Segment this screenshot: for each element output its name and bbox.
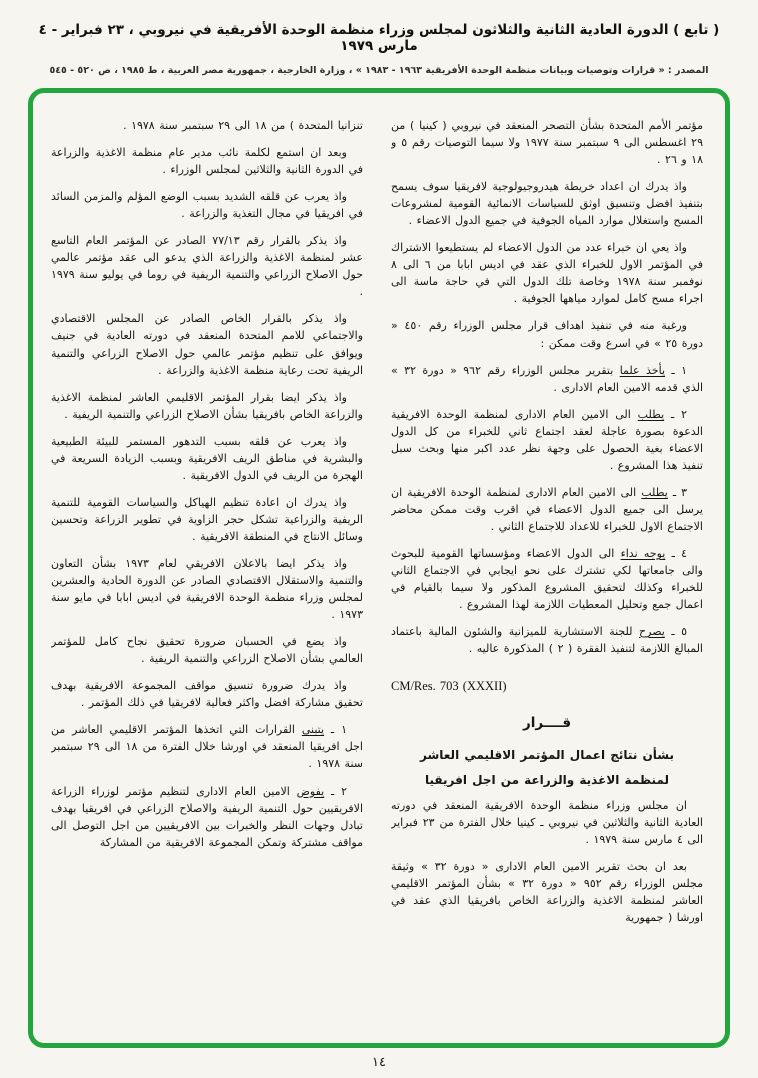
paragraph: ٤ ـ يوجه نداء الى الدول الاعضاء ومؤسساتها القومية للبحوث والى جامعاتها لكي تشترك على نحو ايجابي في الاجتماع الثاني للخبراء وكذلك لتحقيق المشروع المذكور ولا سيما بالقيام في اعمال جمع وتحليل المعطيات اللازمة لهذا المشروع . [391, 546, 703, 612]
page-number: ١٤ [372, 1055, 386, 1070]
resolution-heading: قــــرار [522, 714, 572, 731]
paragraph: واذ يعي ان خبراء عدد من الدول الاعضاء لم يستطيعوا الاشتراك في المؤتمر الاول للخبراء الذي عقد في اديس ابابا من ٦ الى ٨ نوفمبر سنة ١٩٧٨ وخاصة تلك الدول التي في حاجة ماسة الى اجراء مسح كامل لموارد مياهها الجوفية . [391, 241, 703, 306]
paragraph-continuation: تنزانيا المتحدة ) من ١٨ الى ٢٩ سبتمبر سنة ١٩٧٨ . [123, 119, 363, 132]
paragraph: واذ يعرب عن قلقه بسبب التدهور المستمر للبيئة الطبيعية والبشرية في مناطق الريف الافريقية وبسبب الزيادة السريعة في الهجرة من الريف في الدول الافريقية . [51, 434, 363, 482]
paragraph: واذ يذكر ايضا بقرار المؤتمر الاقليمي العاشر لمنظمة الاغذية والزراعة الخاص بافريقيا بشأن الاصلاح الزراعي والتنمية الريفية . [51, 390, 363, 421]
column-right [391, 117, 703, 1031]
paragraph: ٢ ـ يطلب الى الامين العام الادارى لمنظمة الوحدة الافريقية الدعوة بصورة عاجلة لعقد اجتماع ثاني للخبراء من كل الدول الاعضاء بغية الحصول على وجهة نظر عدد اكبر منها وبحث سبل تنفيذ هذا المشروع . [391, 407, 703, 472]
paragraph: ان مجلس وزراء منظمة الوحدة الافريقية المنعقد في دورته العادية الثانية والثلاثين في نيروبي ـ كينيا خلال الفترة من ٢٣ فبراير الى ٤ مارس سنة ١٩٧٩ . [391, 798, 703, 846]
column-left [51, 117, 363, 1031]
underlined-term: يوجه نداء [620, 546, 666, 560]
paragraph: واذ يذكر ايضا بالاعلان الافريقي لعام ١٩٧٣ بشأن التعاون والتنمية والاستقلال الاقتصادي الصادر عن الدورة الحادية والعشرين لمجلس وزراء منظمة الوحدة الافريقية في اديس ابابا في مايو سنة ١٩٧٣ . [51, 556, 363, 622]
paragraph-continuation: مؤتمر الأمم المتحدة بشأن التصحر المنعقد في نيروبي ( كينيا ) من ٢٩ اغسطس الى ٩ سبتمبر سنة ١٩٧٧ ولا سيما التوصيات رقم ٥ و ١٨ و ٢٦ . [391, 119, 703, 167]
paragraph: بعد ان بحث تقرير الامين العام الادارى « دورة ٣٢ » وثيقة مجلس الوزراء رقم ٩٥٢ « دورة ٣٢ » بشأن المؤتمر الاقليمي العاشر لمنظمة الاغذية والزراعة الخاص بافريقيا الذي عقد في اورشا ( جمهورية [391, 859, 703, 925]
underlined-term: يأخذ علما [619, 363, 666, 377]
page-header [0, 0, 758, 76]
underlined-term: يصرح [639, 625, 665, 639]
paragraph: وبعد ان استمع لكلمة نائب مدير عام منظمة الاغذية والزراعة في الدورة الثانية والثلاثين لمجلس الوزراء . [51, 146, 363, 177]
paragraph: واذ يدرك ان اعداد خريطة هيدروجيولوجية لافريقيا سوف يسمح بتنفيذ افضل وتنسيق اوثق للسياسات الانمائية القومية لمشروعات المسح واستغلال موارد المياه الجوفية في جميع الدول الاعضاء . [391, 180, 703, 228]
paragraph: واذ يضع في الحسبان ضرورة تحقيق نجاح كامل للمؤتمر العالمي بشأن الاصلاح الزراعي والتنمية الريفية . [51, 635, 363, 666]
underlined-term: يفوض [296, 784, 325, 798]
underlined-term: يطلب [641, 485, 668, 499]
paragraph: ١ ـ يتبنى القرارات التي اتخذها المؤتمر الاقليمي العاشر من اجل افريقيا المنعقد في اورشا خلال الفترة من ١٨ الى ٢٩ سبتمبر سنة ١٩٧٨ . [51, 723, 363, 771]
paragraph: ٢ ـ يفوض الامين العام الادارى لتنظيم مؤتمر لوزراء الزراعة الافريقيين حول التنمية الريفية والاصلاح الزراعي في افريقيا بهدف تبادل وجهات النظر والخبرات بين الافريقيين من اجل التوصل الى مواقف مشتركة وتمكن المجموعة الافريقية من المشاركة [51, 784, 363, 849]
underlined-term: يتبنى [301, 723, 325, 737]
paragraph: واذ يذكر بالقرار رقم ٧٧/١٣ الصادر عن المؤتمر العام التاسع عشر لمنظمة الاغذية والزراعة الذي يدعو الى عقد مؤتمر عالمي حول الاصلاح الزراعي والتنمية الريفية في روما في يوليو سنة ١٩٧٩ . [51, 234, 363, 299]
content-border-box [28, 88, 730, 1048]
paragraph: واذ يدرك ضرورة تنسيق مواقف المجموعة الافريقية بهدف تحقيق مشاركة افضل واكثر فعالية لافريقيا في ذلك المؤتمر . [51, 679, 363, 710]
resolution-subject: بشأن نتائج اعمال المؤتمر الاقليمي العاشر [420, 747, 674, 762]
header-session-line: ( تابع ) الدورة العادية الثانية والثلاثون لمجلس وزراء منظمة الوحدة الأفريقية في نيروبي ، ٢٣ فبراير - ٤ مارس ١٩٧٩ [38, 22, 720, 54]
paragraph: ١ ـ يأخذ علما بتقرير مجلس الوزراء رقم ٩٦٢ « دورة ٣٢ » الذي قدمه الامين العام الادارى . [391, 363, 703, 394]
resolution-subject: لمنظمة الاغذية والزراعة من اجل افريقيا [424, 773, 670, 788]
underlined-term: يطلب [637, 407, 665, 421]
paragraph: واذ يذكر بالقرار الخاص الصادر عن المجلس الاقتصادي والاجتماعي للامم المتحدة المنعقد في دورته العادية في جنيف ويوافق على تنظيم مؤتمر عالمي حول الاصلاح الزراعي والتنمية الريفية تحت رعاية منظمة الاغذية والزراعة . [51, 312, 363, 377]
paragraph: واذ يعرب عن قلقه الشديد بسبب الوضع المؤلم والمزمن السائد في افريقيا في مجال التغذية والزراعة . [51, 190, 363, 221]
paragraph: ورغبة منه في تنفيذ اهداف قرار مجلس الوزراء رقم ٤٥٠ « دورة ٢٥ » في اسرع وقت ممكن : [391, 319, 703, 350]
paragraph: ٥ ـ يصرح للجنة الاستشارية للميزانية والشئون المالية باعتماد المبالغ اللازمة لتنفيذ الفقرة ( ٢ ) المذكورة عاليه . [391, 625, 703, 656]
text-columns [51, 117, 703, 1031]
paragraph: ٣ ـ يطلب الى الامين العام الادارى لمنظمة الوحدة الافريقية ان يرسل الى جميع الدول الاعضاء في اقرب وقت ممكن محاضر الاجتماع الاول للخبراء للاعداد للاجتماع الثاني . [391, 485, 703, 533]
paragraph: واذ يدرك ان اعادة تنظيم الهياكل والسياسات القومية للتنمية الريفية والزراعية تشكل حجر الزاوية في تطوير الزراعة وتحسين وسائل الانتاج في المنطقة الافريقية . [51, 495, 363, 543]
header-source-line: المصدر : « قرارات وتوصيات وبيانات منظمة الوحدة الأفريقية ١٩٦٣ - ١٩٨٣ » ، وزارة الخارجية ، جمهورية مصر العربية ، ط ١٩٨٥ ، ص ٥٢٠ - ٥٤٥ [49, 65, 709, 76]
resolution-code: CM/Res. 703 (XXXII) [391, 679, 507, 694]
